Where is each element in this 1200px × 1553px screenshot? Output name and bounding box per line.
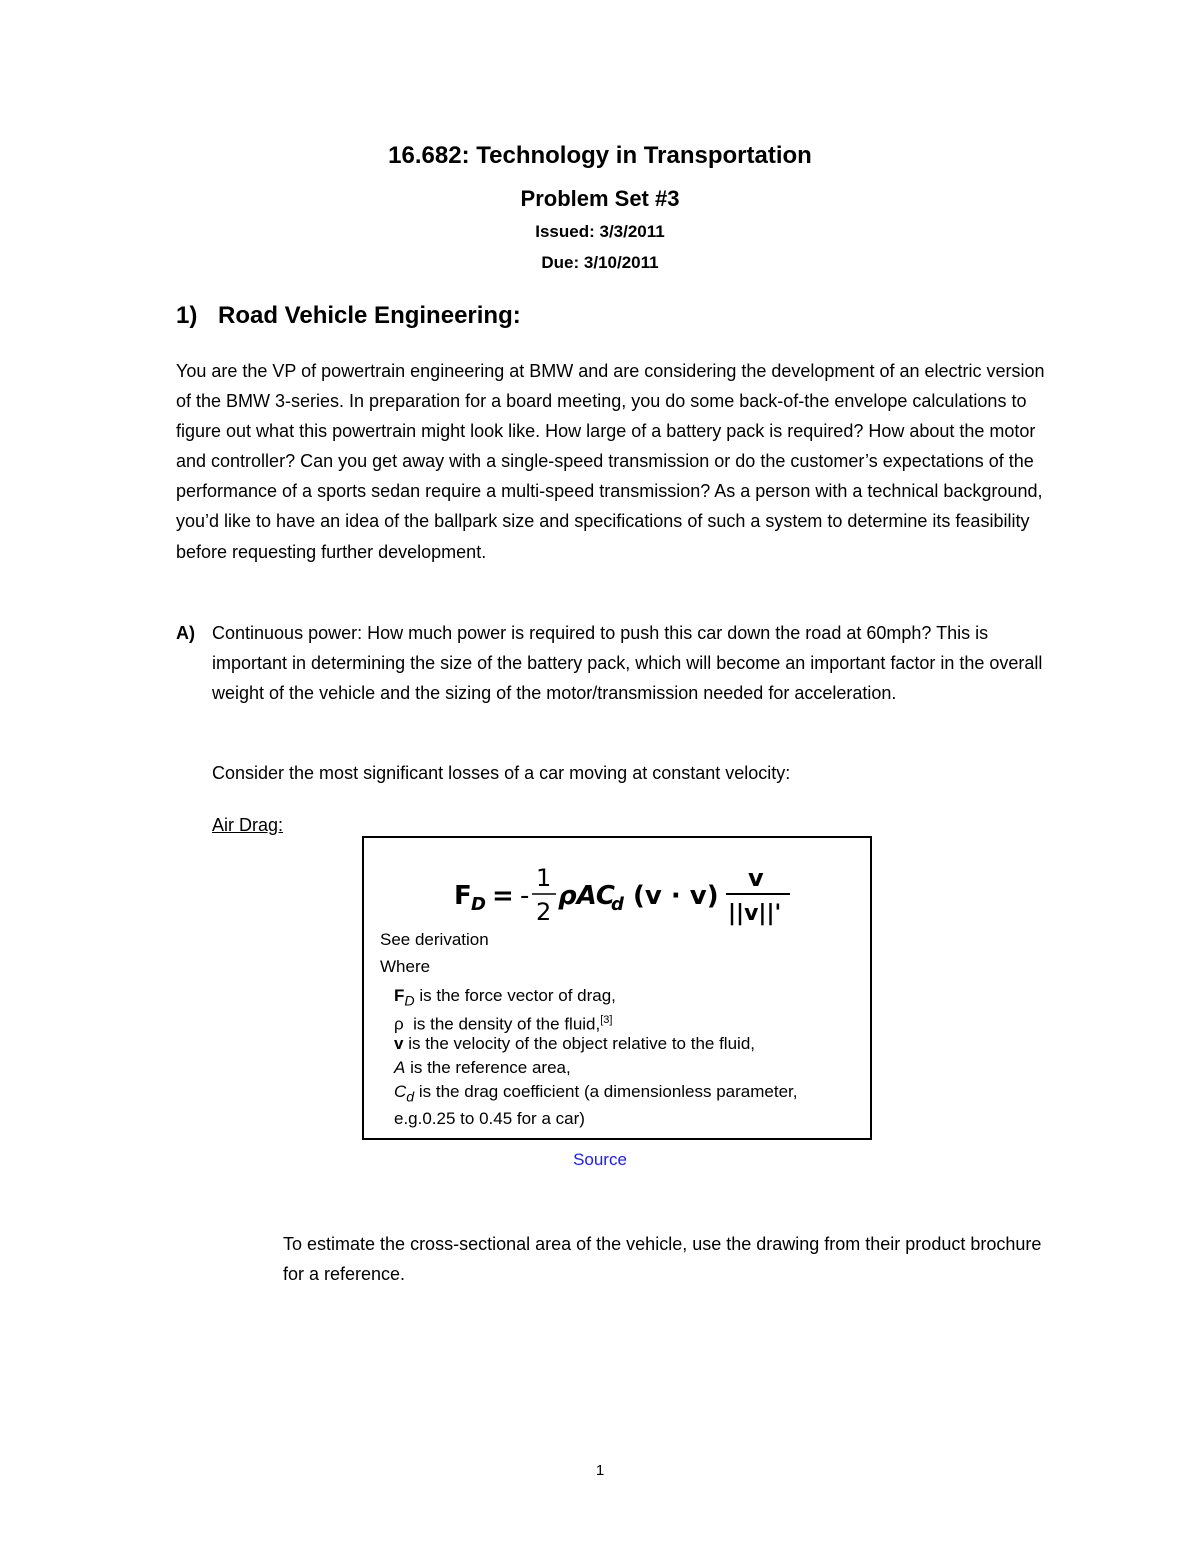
a-symbol: A [394,1058,406,1077]
cd-text-continued: e.g.0.25 to 0.45 for a car) [394,1109,585,1129]
eq-c-subscript: d [611,894,624,915]
v-symbol: v [394,1034,404,1053]
eq-force-symbol: F [454,881,472,911]
drag-formula-box [362,836,872,1140]
item-text: Continuous power: How much power is required to push this car down the road at 60mph? This is important in determining the size of the battery pack, which will become an important factor in the overall weight of the vehicle and the sizing of the motor/transmission needed for acceleration. [212,623,1043,704]
definition-area [394,1057,864,1079]
fd-subscript: D [404,993,415,1010]
section-heading [176,302,521,330]
definition-density [394,1009,864,1036]
drag-equation [364,852,870,926]
section-title: Road Vehicle Engineering: [218,302,521,329]
where-text: Where [380,957,431,976]
eq-numerator: 1 [536,864,552,892]
eq-unit-denominator: ||v||' [728,901,782,926]
eq-unit-numerator: v [748,864,764,892]
v-text: is the velocity of the object relative to the fluid, [403,1034,755,1053]
eq-equals: = [492,881,514,911]
eq-denominator: 2 [536,898,552,926]
intro-paragraph: You are the VP of powertrain engineering at BMW and are considering the development of an electric version of the BMW 3-series. In preparation for a board meeting, you do some back-of-the envelope calculations to figure out what this powertrain might look like. How large of a battery pack is required? How about the motor and controller? Can you get away with a single-speed transmission or do the customer’s expectations of the performance of a sports sedan require a multi-speed transmission? As a person with a technical background, you’d like to have an idea of the ballpark size and specifications of such a system to determine its feasibility before requesting further development. [176,361,1045,562]
cd-subscript: d [406,1089,415,1106]
eq-minus: - [520,881,530,911]
cd-symbol: C [394,1082,407,1101]
rho-symbol: ρ [394,1014,404,1034]
problem-set-title: Problem Set #3 [520,186,680,211]
a-text: is the reference area, [405,1058,571,1077]
consider-text: Consider the most significant losses of a car moving at constant velocity: [212,763,791,783]
eq-force-subscript: D [471,894,486,915]
page-number: 1 [595,1462,605,1479]
definition-drag-coefficient [394,1081,864,1130]
source-link[interactable]: Source [573,1150,627,1169]
estimate-paragraph: To estimate the cross-sectional area of the vehicle, use the drawing from their product brochure for a reference. [283,1234,1042,1285]
fd-symbol: F [394,986,405,1005]
eq-rho-a-c: ρAC [558,881,616,911]
section-number: 1) [176,302,198,329]
see-derivation-text: See derivation [380,930,489,949]
cd-text: is the drag coefficient (a dimensionless parameter, [414,1082,798,1101]
eq-dot-product: (v · v) [633,881,719,911]
issued-date: Issued: 3/3/2011 [535,222,665,241]
course-title: 16.682: Technology in Transportation [388,142,812,169]
item-marker: A) [176,623,195,643]
rho-text: is the density of the fluid, [403,1014,601,1034]
due-date: Due: 3/10/2011 [541,253,659,272]
air-drag-label: Air Drag: [212,815,284,835]
rho-reference[interactable]: [3] [600,1014,613,1026]
definition-velocity [394,1033,864,1055]
fd-text: is the force vector of drag, [414,986,616,1005]
